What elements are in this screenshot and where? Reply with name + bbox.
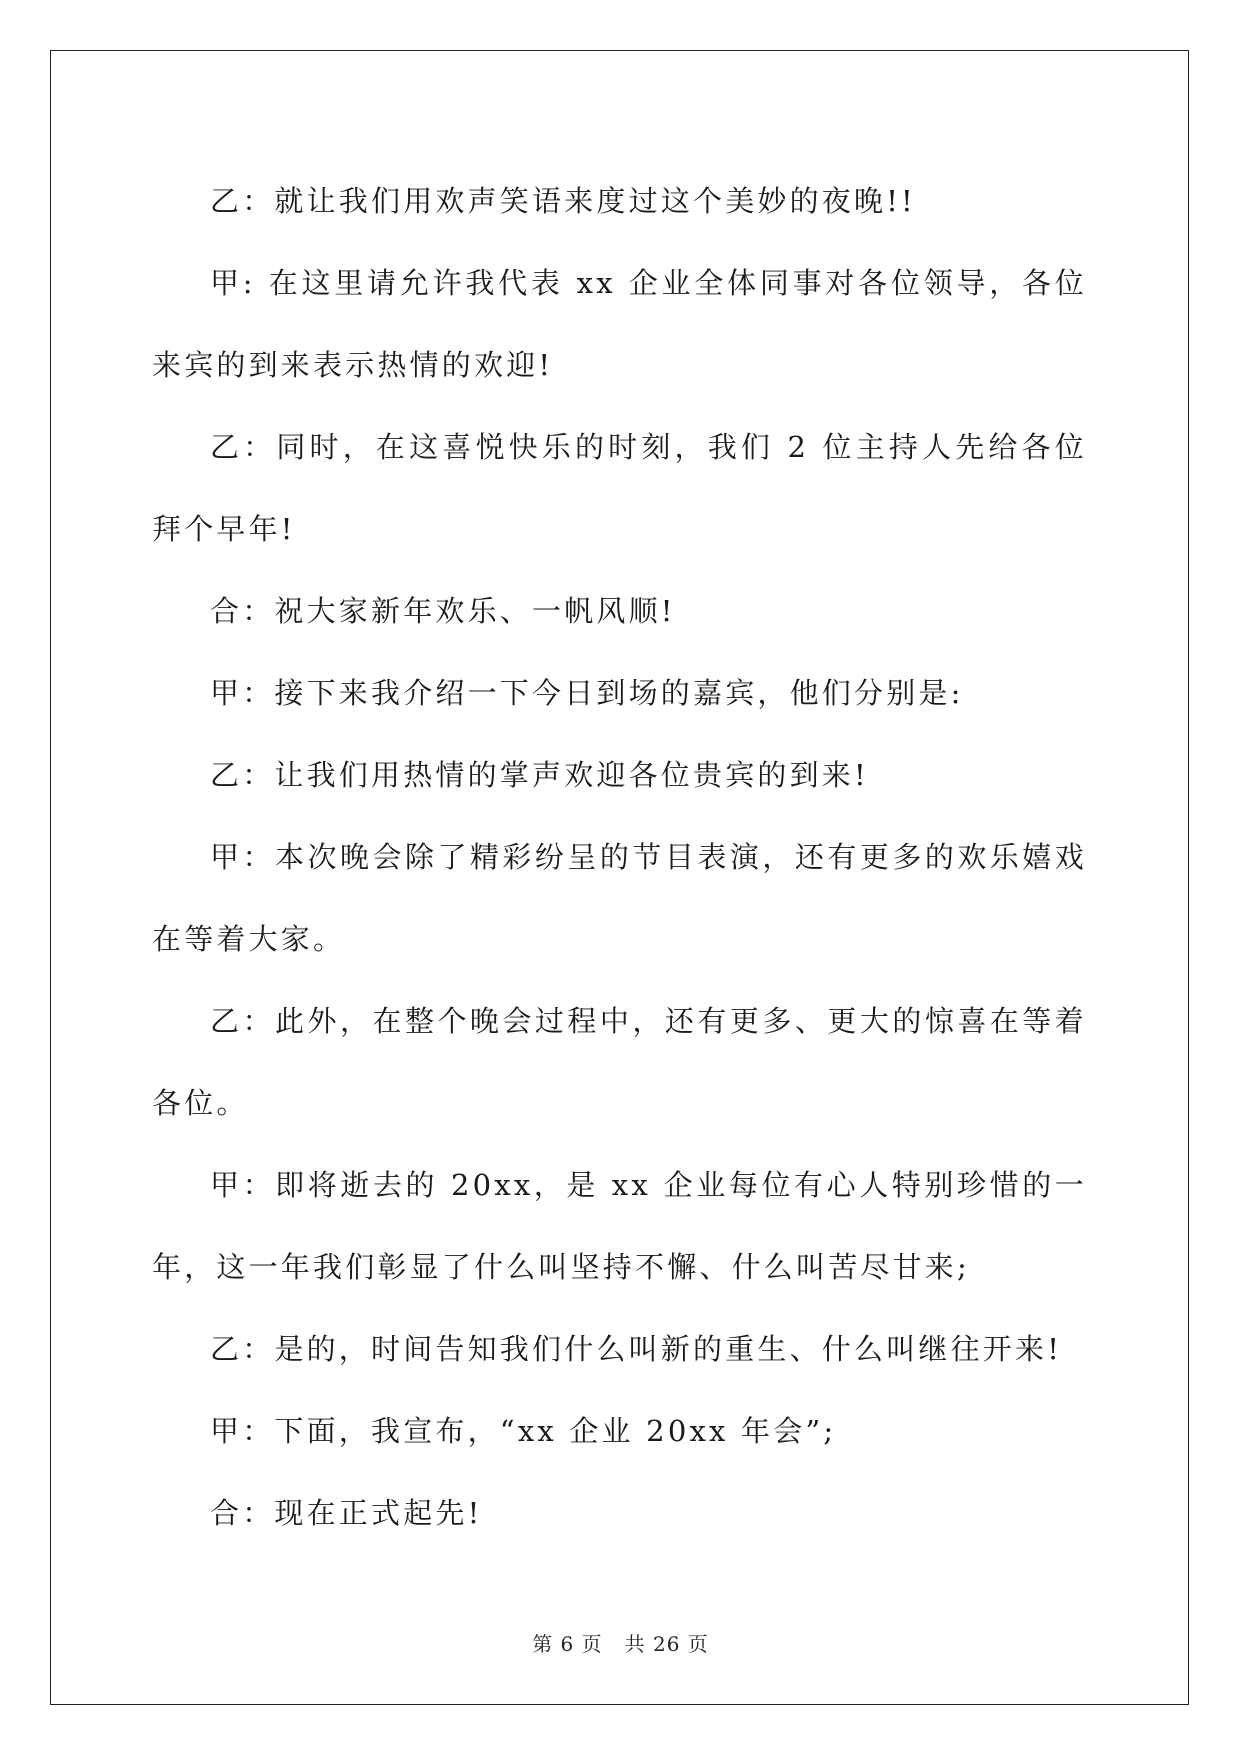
paragraph: 乙：同时，在这喜悦快乐的时刻，我们 2 位主持人先给各位拜个早年! <box>152 430 1087 546</box>
paragraph: 甲: 在这里请允许我代表 xx 企业全体同事对各位领导，各位来宾的到来表示热情的欢迎! <box>152 266 1087 382</box>
paragraph: 甲：本次晚会除了精彩纷呈的节目表演，还有更多的欢乐嬉戏在等着大家。 <box>152 840 1087 956</box>
paragraph: 合：现在正式起先! <box>210 1496 483 1530</box>
page-total: 共 26 页 <box>624 1632 709 1656</box>
paragraph: 乙：让我们用热情的掌声欢迎各位贵宾的到来! <box>210 758 869 792</box>
document-body <box>152 160 1087 1554</box>
paragraph: 乙：此外，在整个晚会过程中，还有更多、更大的惊喜在等着各位。 <box>152 1004 1087 1120</box>
page-number: 第 6 页 <box>532 1632 603 1656</box>
paragraph: 甲：接下来我介绍一下今日到场的嘉宾，他们分别是: <box>210 676 964 710</box>
paragraph: 甲：即将逝去的 20xx，是 xx 企业每位有心人特别珍惜的一年，这一年我们彰显了什么叫坚持不懈、什么叫苦尽甘来; <box>152 1168 1087 1284</box>
paragraph: 乙：是的，时间告知我们什么叫新的重生、什么叫继往开来! <box>210 1332 1063 1366</box>
paragraph: 甲：下面，我宣布，“xx 企业 20xx 年会”; <box>210 1414 837 1448</box>
paragraph: 乙：就让我们用欢声笑语来度过这个美妙的夜晚!! <box>210 184 916 218</box>
paragraph: 合：祝大家新年欢乐、一帆风顺! <box>210 594 676 628</box>
page-footer <box>0 1628 1241 1657</box>
